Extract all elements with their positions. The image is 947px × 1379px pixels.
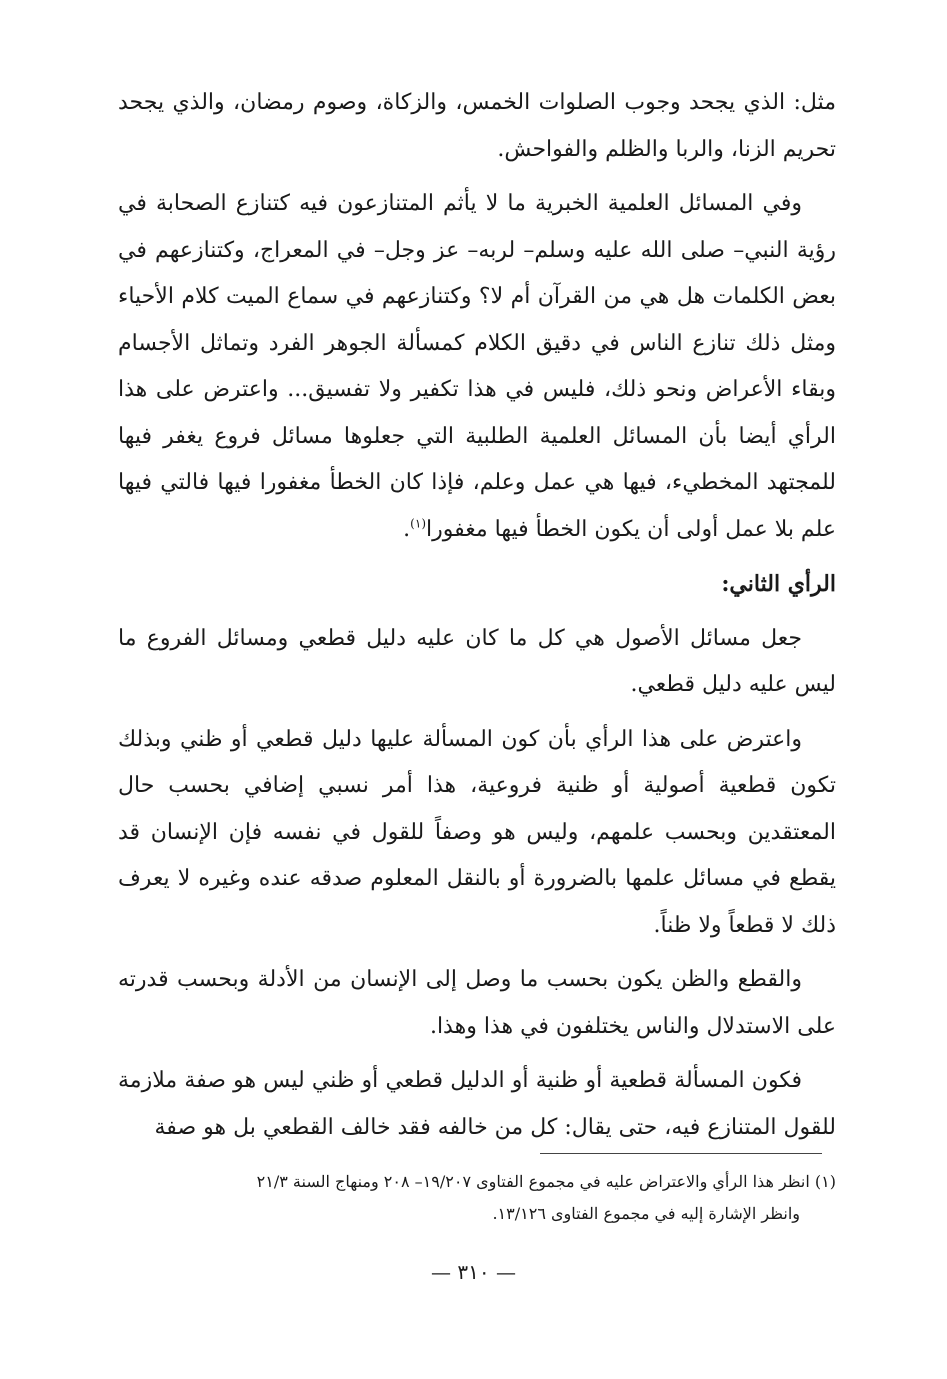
section-heading: الرأي الثاني: — [721, 571, 836, 597]
paragraph-4: واعترض على هذا الرأي بأن كون المسألة عليها دليل قطعي أو ظني وبذلك تكون قطعية أصولية أو ظنية فروعية، هذا أمر نسبي إضافي بحسب حال المعتقدين وبحسب علمهم، وليس هو وصفاً للقول في نفسه فإن الإنسان قد يقطع في مسائل علمها بالضرورة أو بالنقل المعلوم صدقه عنده وغيره لا يعرف ذلك لا قطعاً ولا ظناً. — [118, 726, 836, 938]
paragraph-2-end: . — [403, 516, 411, 542]
paragraph-3: جعل مسائل الأصول هي كل ما كان عليه دليل قطعي ومسائل الفروع ما ليس عليه دليل قطعي. — [118, 625, 836, 697]
paragraph-2 — [118, 181, 836, 553]
footnote-line-1: (١) انظر هذا الرأي والاعتراض عليه في مجموع الفتاوى ١٩/٢٠٧– ٢٠٨ ومنهاج السنة ٢١/٣ — [256, 1172, 836, 1191]
page-body — [118, 80, 836, 1159]
footnote-divider — [540, 1153, 822, 1154]
paragraph-1: مثل: الذي يجحد وجوب الصلوات الخمس، والزكاة، وصوم رمضان، والذي يجحد تحريم الزنا، والربا والظلم والفواحش. — [118, 90, 836, 162]
footnote-reference[interactable]: (١) — [410, 516, 426, 531]
footnotes — [118, 1166, 836, 1230]
paragraph-6: فكون المسألة قطعية أو ظنية أو الدليل قطعي أو ظني ليس هو صفة ملازمة للقول المتنازع فيه، حتى يقال: كل من خالفه فقد خالف القطعي بل هو صفة — [118, 1068, 836, 1140]
footnote-line-2: وانظر الإشارة إليه في مجموع الفتاوى ١٣/١٢٦. — [492, 1204, 800, 1223]
paragraph-5: والقطع والظن يكون بحسب ما وصل إلى الإنسان من الأدلة وبحسب قدرته على الاستدلال والناس يختلفون في هذا وهذا. — [118, 967, 836, 1039]
page-number: — ٣١٠ — — [431, 1260, 516, 1284]
paragraph-2-text: وفي المسائل العلمية الخبرية ما لا يأثم المتنازعون فيه كتنازع الصحابة في رؤية النبي– صلى الله عليه وسلم– لربه– عز وجل– في المعراج، وكتنازعهم في بعض الكلمات هل هي من القرآن أم لا؟ وكتنازعهم في سماع الميت كلام الأحياء ومثل ذلك تنازع الناس في دقيق الكلام كمسألة الجوهر الفرد وتماثل الأجسام وبقاء الأعراض ونحو ذلك، فليس في هذا تكفير ولا تفسيق... واعترض على هذا الرأي أيضا بأن المسائل العلمية الطلبية التي جعلوها مسائل فروع يغفر فيها للمجتهد المخطيء، فيها هي عمل وعلم، فإذا كان الخطأ مغفورا فيها فالتي فيها علم بلا عمل أولى أن يكون الخطأ فيها مغفورا — [118, 191, 836, 542]
